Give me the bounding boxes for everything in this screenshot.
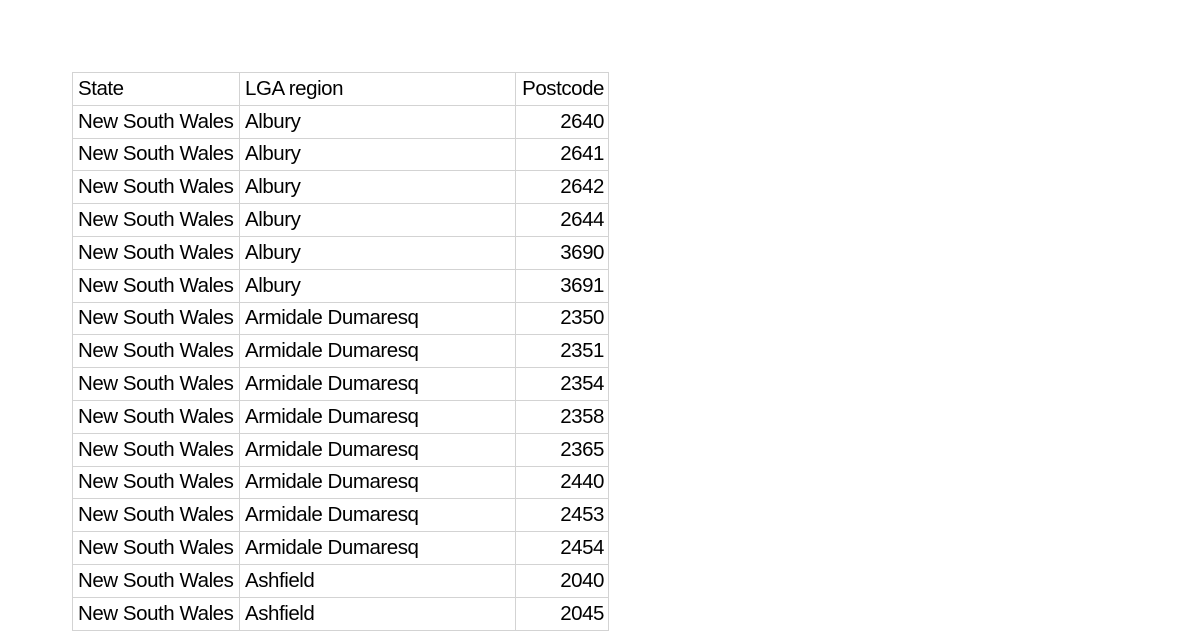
header-row <box>73 73 609 106</box>
postcode-cell: 2642 <box>516 171 609 204</box>
table-row <box>73 368 609 401</box>
table-row <box>73 105 609 138</box>
state-cell: New South Wales <box>73 564 240 597</box>
state-cell: New South Wales <box>73 368 240 401</box>
table-row <box>73 204 609 237</box>
postcode-cell: 2644 <box>516 204 609 237</box>
table-body <box>73 73 609 631</box>
postcode-cell: 2040 <box>516 564 609 597</box>
header-postcode: Postcode <box>516 73 609 106</box>
postcode-cell: 2365 <box>516 433 609 466</box>
postcode-cell: 3690 <box>516 236 609 269</box>
lga-region-cell: Albury <box>240 171 516 204</box>
lga-region-cell: Armidale Dumaresq <box>240 466 516 499</box>
lga-region-cell: Ashfield <box>240 564 516 597</box>
state-cell: New South Wales <box>73 499 240 532</box>
state-cell: New South Wales <box>73 302 240 335</box>
postcode-cell: 2440 <box>516 466 609 499</box>
table-row <box>73 433 609 466</box>
state-cell: New South Wales <box>73 597 240 630</box>
postcode-cell: 2358 <box>516 400 609 433</box>
lga-region-cell: Armidale Dumaresq <box>240 335 516 368</box>
state-cell: New South Wales <box>73 400 240 433</box>
table-row <box>73 236 609 269</box>
lga-region-cell: Armidale Dumaresq <box>240 400 516 433</box>
postcode-table <box>72 72 609 631</box>
postcode-cell: 2640 <box>516 105 609 138</box>
lga-region-cell: Albury <box>240 269 516 302</box>
table-row <box>73 564 609 597</box>
table-row <box>73 302 609 335</box>
state-cell: New South Wales <box>73 335 240 368</box>
state-cell: New South Wales <box>73 433 240 466</box>
lga-region-cell: Armidale Dumaresq <box>240 433 516 466</box>
lga-region-cell: Ashfield <box>240 597 516 630</box>
state-cell: New South Wales <box>73 269 240 302</box>
table-row <box>73 499 609 532</box>
lga-region-cell: Armidale Dumaresq <box>240 368 516 401</box>
state-cell: New South Wales <box>73 466 240 499</box>
header-state: State <box>73 73 240 106</box>
state-cell: New South Wales <box>73 236 240 269</box>
lga-region-cell: Armidale Dumaresq <box>240 302 516 335</box>
table-row <box>73 171 609 204</box>
table-row <box>73 269 609 302</box>
postcode-cell: 2351 <box>516 335 609 368</box>
lga-region-cell: Albury <box>240 236 516 269</box>
postcode-cell: 2350 <box>516 302 609 335</box>
lga-region-cell: Albury <box>240 204 516 237</box>
lga-region-cell: Albury <box>240 105 516 138</box>
lga-region-cell: Albury <box>240 138 516 171</box>
state-cell: New South Wales <box>73 171 240 204</box>
table-row <box>73 466 609 499</box>
table-row <box>73 597 609 630</box>
postcode-cell: 2453 <box>516 499 609 532</box>
state-cell: New South Wales <box>73 204 240 237</box>
lga-region-cell: Armidale Dumaresq <box>240 499 516 532</box>
table-row <box>73 335 609 368</box>
postcode-cell: 2354 <box>516 368 609 401</box>
spreadsheet-page <box>72 72 609 631</box>
header-lga-region: LGA region <box>240 73 516 106</box>
table-row <box>73 532 609 565</box>
state-cell: New South Wales <box>73 138 240 171</box>
postcode-cell: 2641 <box>516 138 609 171</box>
state-cell: New South Wales <box>73 532 240 565</box>
table-row <box>73 138 609 171</box>
postcode-cell: 2045 <box>516 597 609 630</box>
postcode-cell: 3691 <box>516 269 609 302</box>
postcode-cell: 2454 <box>516 532 609 565</box>
table-row <box>73 400 609 433</box>
lga-region-cell: Armidale Dumaresq <box>240 532 516 565</box>
state-cell: New South Wales <box>73 105 240 138</box>
